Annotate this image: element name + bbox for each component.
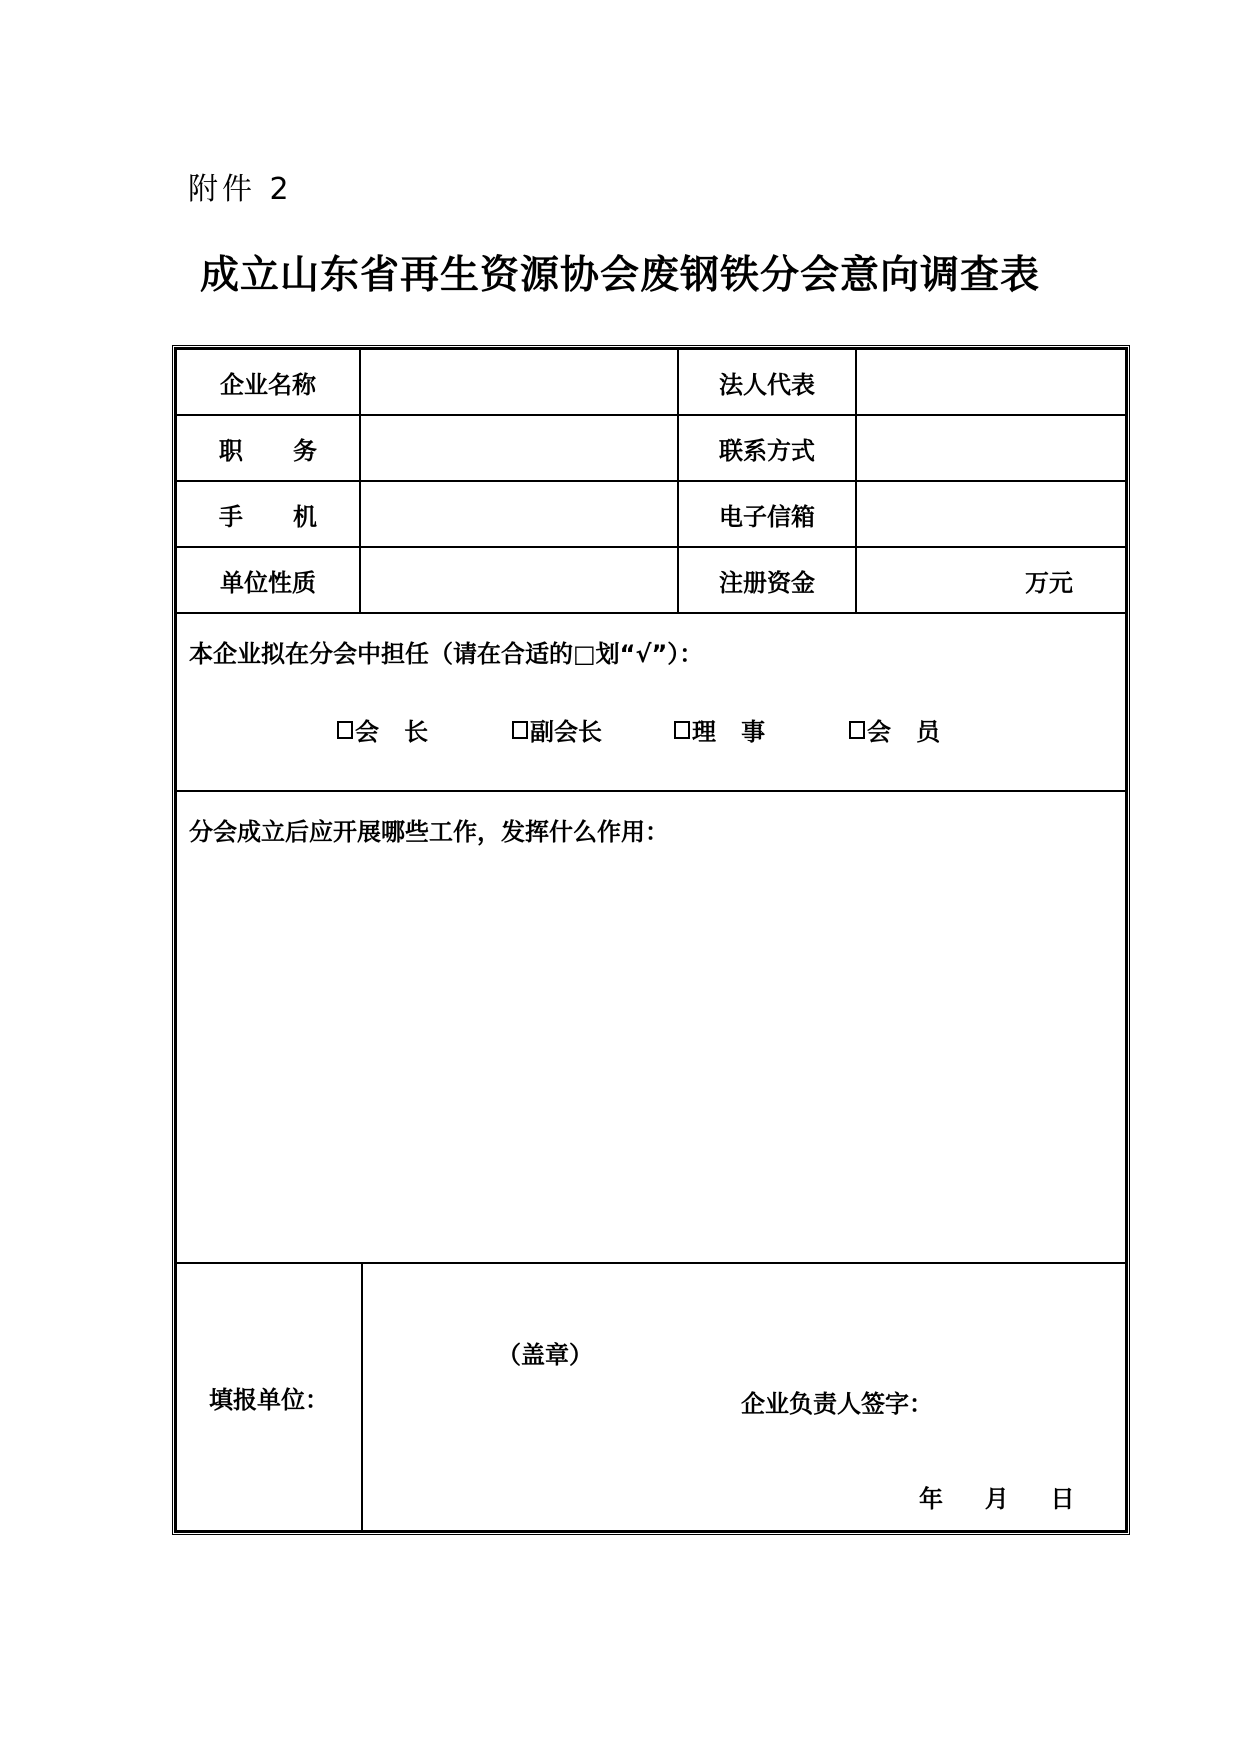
role-prompt: 本企业拟在分会中担任（请在合适的□划“√”）： bbox=[189, 640, 704, 668]
role-option-director[interactable] bbox=[674, 712, 765, 747]
date-label: 年 月 日 bbox=[919, 1485, 1075, 1513]
mobile-field[interactable] bbox=[359, 480, 679, 548]
checkbox-icon[interactable] bbox=[674, 721, 690, 739]
unit-nature-label-cell bbox=[175, 546, 361, 614]
checkbox-icon[interactable] bbox=[849, 721, 865, 739]
role-option-president[interactable] bbox=[337, 712, 428, 747]
contact-label-cell bbox=[677, 414, 857, 482]
position-label-cell bbox=[175, 414, 361, 482]
contact-field[interactable] bbox=[855, 414, 1127, 482]
role-label: 会 长 bbox=[355, 718, 429, 746]
attachment-label: 附件 2 bbox=[188, 172, 293, 207]
reg-capital-label-cell bbox=[677, 546, 857, 614]
filler-unit-label-cell bbox=[175, 1262, 363, 1532]
work-prompt: 分会成立后应开展哪些工作，发挥什么作用： bbox=[189, 818, 669, 846]
seal-label: （盖章） bbox=[497, 1341, 593, 1369]
reg-capital-field[interactable] bbox=[855, 546, 1127, 614]
work-section[interactable] bbox=[175, 790, 1127, 1264]
reg-capital-unit: 万元 bbox=[1025, 568, 1073, 597]
legal-rep-label-cell bbox=[677, 348, 857, 416]
contact-label: 联系方式 bbox=[719, 436, 815, 465]
signature-area[interactable] bbox=[361, 1262, 1127, 1532]
checkbox-icon[interactable] bbox=[337, 721, 353, 739]
role-section bbox=[175, 612, 1127, 792]
role-label: 副会长 bbox=[530, 718, 602, 746]
filler-unit-label: 填报单位： bbox=[209, 1385, 329, 1414]
mobile-label: 手 机 bbox=[218, 502, 318, 531]
mobile-label-cell bbox=[175, 480, 361, 548]
company-name-field[interactable] bbox=[359, 348, 679, 416]
document-title: 成立山东省再生资源协会废钢铁分会意向调查表 bbox=[199, 252, 1040, 298]
checkbox-icon[interactable] bbox=[512, 721, 528, 739]
role-options bbox=[177, 712, 1125, 752]
email-field[interactable] bbox=[855, 480, 1127, 548]
legal-rep-field[interactable] bbox=[855, 348, 1127, 416]
role-label: 会 员 bbox=[867, 718, 941, 746]
role-option-member[interactable] bbox=[849, 712, 940, 747]
email-label-cell bbox=[677, 480, 857, 548]
legal-rep-label: 法人代表 bbox=[719, 370, 815, 399]
unit-nature-field[interactable] bbox=[359, 546, 679, 614]
reg-capital-label: 注册资金 bbox=[719, 568, 815, 597]
company-name-label: 企业名称 bbox=[220, 370, 316, 399]
unit-nature-label: 单位性质 bbox=[220, 568, 316, 597]
position-field[interactable] bbox=[359, 414, 679, 482]
email-label: 电子信箱 bbox=[719, 502, 815, 531]
position-label: 职 务 bbox=[218, 436, 318, 465]
survey-form bbox=[172, 345, 1130, 1535]
company-name-label-cell bbox=[175, 348, 361, 416]
role-label: 理 事 bbox=[692, 718, 766, 746]
role-option-vice-president[interactable] bbox=[512, 712, 602, 747]
signature-label: 企业负责人签字： bbox=[741, 1390, 933, 1418]
